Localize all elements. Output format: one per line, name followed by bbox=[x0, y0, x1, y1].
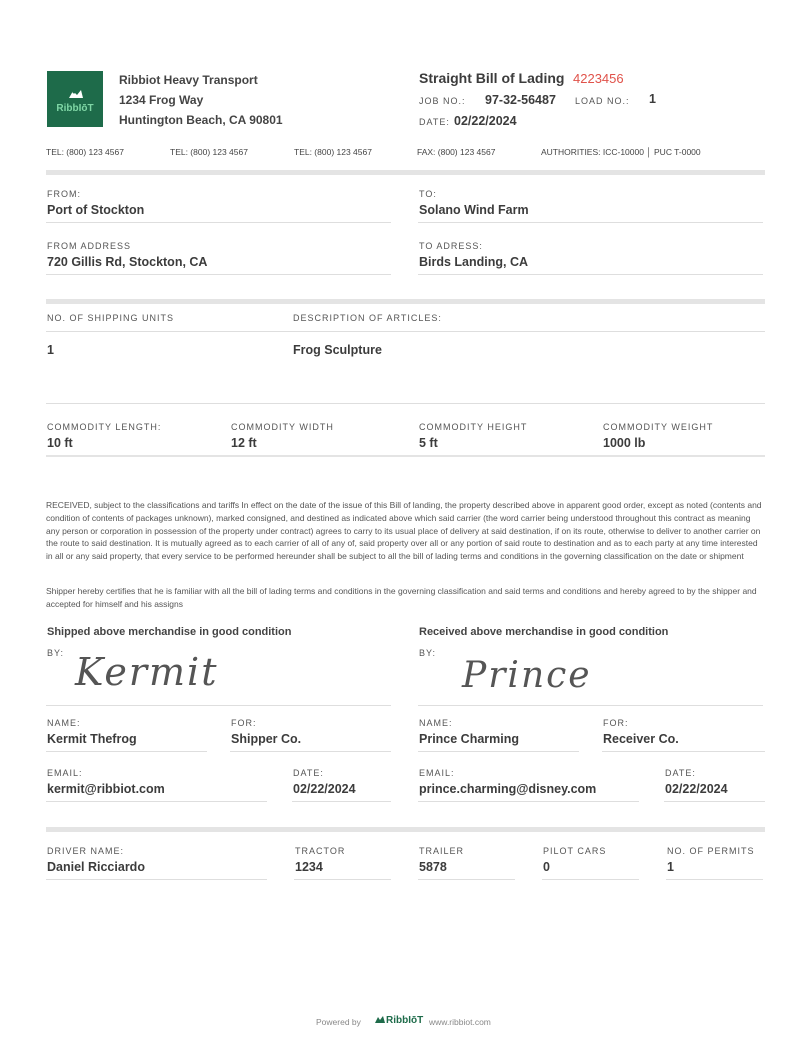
load-no-label: LOAD NO.: bbox=[575, 96, 630, 106]
field-underline bbox=[602, 751, 765, 752]
field-underline bbox=[46, 879, 267, 880]
shipper-email-value: kermit@ribbiot.com bbox=[47, 782, 165, 796]
authorities: AUTHORITIES: ICC-10000 │ PUC T-0000 bbox=[541, 147, 701, 157]
units-label: NO. OF SHIPPING UNITS bbox=[47, 313, 175, 323]
table-header-line bbox=[46, 331, 765, 332]
date-value: 02/22/2024 bbox=[454, 114, 517, 128]
shipper-email-label: EMAIL: bbox=[47, 768, 83, 778]
receiver-email-value: prince.charming@disney.com bbox=[419, 782, 597, 796]
company-address-line1: 1234 Frog Way bbox=[119, 93, 204, 107]
description-value: Frog Sculpture bbox=[293, 343, 382, 357]
field-underline bbox=[664, 801, 765, 802]
receiver-name-label: NAME: bbox=[419, 718, 453, 728]
receiver-name-value: Prince Charming bbox=[419, 732, 520, 746]
field-underline bbox=[418, 274, 763, 275]
field-underline bbox=[418, 222, 763, 223]
receiver-section-title: Received above merchandise in good condition bbox=[419, 626, 669, 638]
receiver-date-value: 02/22/2024 bbox=[665, 782, 728, 796]
section-divider bbox=[46, 827, 765, 832]
field-underline bbox=[418, 751, 579, 752]
company-address-line2: Huntington Beach, CA 90801 bbox=[119, 113, 283, 127]
trailer-value: 5878 bbox=[419, 860, 447, 874]
field-underline bbox=[294, 879, 391, 880]
contact-fax: FAX: (800) 123 4567 bbox=[417, 147, 496, 157]
field-underline bbox=[46, 274, 391, 275]
commodity-height-label: COMMODITY HEIGHT bbox=[419, 422, 528, 432]
driver-name-value: Daniel Ricciardo bbox=[47, 860, 145, 874]
field-underline bbox=[46, 705, 391, 706]
field-underline bbox=[666, 879, 763, 880]
shipper-for-label: FOR: bbox=[231, 718, 257, 728]
driver-name-label: DRIVER NAME: bbox=[47, 846, 125, 856]
date-label: DATE: bbox=[419, 117, 450, 127]
shipper-by-label: BY: bbox=[47, 648, 65, 658]
powered-by-text: Powered by bbox=[316, 1017, 361, 1027]
receiver-by-label: BY: bbox=[419, 648, 437, 658]
document-number: 4223456 bbox=[573, 71, 624, 86]
footer-logo-text: RibbIōT bbox=[386, 1015, 424, 1026]
field-underline bbox=[46, 801, 267, 802]
table-bottom-line bbox=[46, 403, 765, 404]
field-underline bbox=[230, 751, 391, 752]
section-divider bbox=[46, 455, 765, 457]
field-underline bbox=[418, 879, 515, 880]
field-underline bbox=[46, 222, 391, 223]
tractor-value: 1234 bbox=[295, 860, 323, 874]
receiver-signature: Prince bbox=[462, 655, 592, 696]
receiver-date-label: DATE: bbox=[665, 768, 696, 778]
job-no-label: JOB NO.: bbox=[419, 96, 466, 106]
logo-text: RibbIōT bbox=[56, 103, 94, 114]
contact-tel-2: TEL: (800) 123 4567 bbox=[170, 147, 248, 157]
shipper-section-title: Shipped above merchandise in good condition bbox=[47, 626, 292, 638]
section-divider bbox=[46, 170, 765, 175]
shipper-certification: Shipper hereby certifies that he is familiar with all the bill of lading terms and conditions in the governing classification and said terms and conditions and hereby agreed to by the shipper and accepted for himself and his assigns bbox=[46, 586, 757, 609]
commodity-weight-label: COMMODITY WEIGHT bbox=[603, 422, 714, 432]
to-label: TO: bbox=[419, 189, 437, 199]
to-value: Solano Wind Farm bbox=[419, 203, 529, 217]
footer-url[interactable]: www.ribbiot.com bbox=[429, 1017, 491, 1027]
to-address-label: TO ADRESS: bbox=[419, 241, 483, 251]
pilot-cars-value: 0 bbox=[543, 860, 550, 874]
units-value: 1 bbox=[47, 343, 54, 357]
receiver-for-value: Receiver Co. bbox=[603, 732, 679, 746]
received-terms: RECEIVED, subject to the classifications and tariffs In effect on the date of the issue of this Bill of landing, the property described above in apparent good order, except as noted (contents and condition of contents of packages unknown), marked consigned, and destined as indicated above which said carrier (the word carrier being understood throughout this contract as meaning any person or corporation in possession of the property under contract) agrees to carry to its usual place of delivery at said destination, if on its route, otherwise to deliver to another carrier on the route to said destination. It is mutually agreed as to each carrier of all of any of, said property over all or any portion of said route to destination and as to each party at any time interested in all or any said property, that every service to be performed hereunder shall be subject to all the bill of lading terms and conditions in the governing classification on the date or shipment bbox=[46, 500, 762, 562]
tractor-label: TRACTOR bbox=[295, 846, 346, 856]
load-no-value: 1 bbox=[649, 92, 656, 106]
shipper-for-value: Shipper Co. bbox=[231, 732, 302, 746]
receiver-email-label: EMAIL: bbox=[419, 768, 455, 778]
shipper-name-label: NAME: bbox=[47, 718, 81, 728]
document-title: Straight Bill of Lading bbox=[419, 70, 565, 86]
trailer-label: TRAILER bbox=[419, 846, 465, 856]
footer-frog-icon bbox=[374, 1013, 386, 1025]
commodity-length-value: 10 ft bbox=[47, 436, 73, 450]
field-underline bbox=[292, 801, 391, 802]
commodity-width-value: 12 ft bbox=[231, 436, 257, 450]
from-value: Port of Stockton bbox=[47, 203, 145, 217]
shipper-name-value: Kermit Thefrog bbox=[47, 732, 137, 746]
shipper-date-label: DATE: bbox=[293, 768, 324, 778]
receiver-for-label: FOR: bbox=[603, 718, 629, 728]
company-logo bbox=[47, 71, 103, 127]
permits-label: NO. OF PERMITS bbox=[667, 846, 755, 856]
from-label: FROM: bbox=[47, 189, 81, 199]
section-divider bbox=[46, 299, 765, 304]
commodity-weight-value: 1000 lb bbox=[603, 436, 646, 450]
shipper-date-value: 02/22/2024 bbox=[293, 782, 356, 796]
from-address-value: 720 Gillis Rd, Stockton, CA bbox=[47, 255, 208, 269]
description-label: DESCRIPTION OF ARTICLES: bbox=[293, 313, 442, 323]
commodity-length-label: COMMODITY LENGTH: bbox=[47, 422, 162, 432]
shipper-signature: Kermit bbox=[75, 650, 219, 694]
from-address-label: FROM ADDRESS bbox=[47, 241, 132, 251]
field-underline bbox=[542, 879, 639, 880]
field-underline bbox=[46, 751, 207, 752]
field-underline bbox=[418, 705, 763, 706]
job-no-value: 97-32-56487 bbox=[485, 93, 556, 107]
frog-icon bbox=[47, 71, 103, 127]
commodity-width-label: COMMODITY WIDTH bbox=[231, 422, 334, 432]
field-underline bbox=[418, 801, 639, 802]
company-name: Ribbiot Heavy Transport bbox=[119, 73, 258, 87]
commodity-height-value: 5 ft bbox=[419, 436, 438, 450]
pilot-cars-label: PILOT CARS bbox=[543, 846, 607, 856]
contact-tel-3: TEL: (800) 123 4567 bbox=[294, 147, 372, 157]
contact-tel-1: TEL: (800) 123 4567 bbox=[46, 147, 124, 157]
to-address-value: Birds Landing, CA bbox=[419, 255, 529, 269]
permits-value: 1 bbox=[667, 860, 674, 874]
